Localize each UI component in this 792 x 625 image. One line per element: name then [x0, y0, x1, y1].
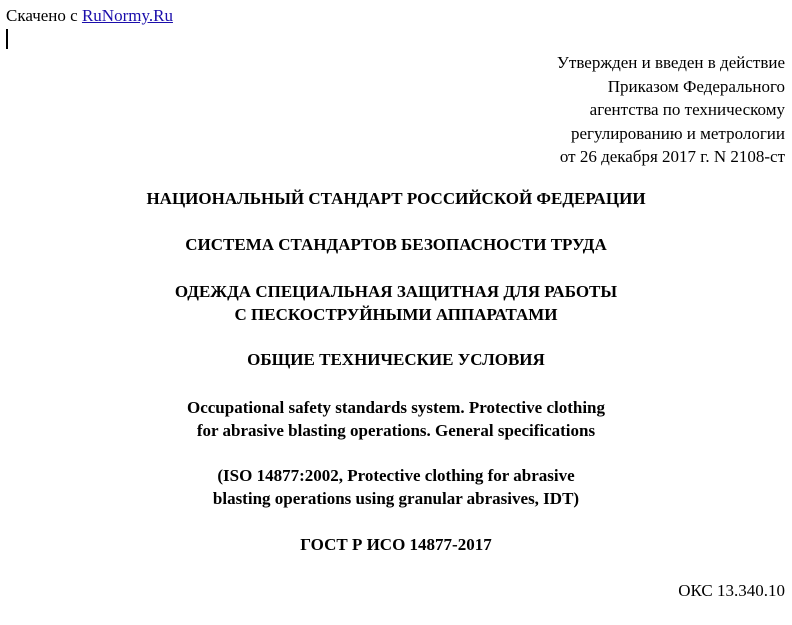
- national-standard-text: НАЦИОНАЛЬНЫЙ СТАНДАРТ РОССИЙСКОЙ ФЕДЕРАЦИИ: [146, 189, 646, 208]
- approval-line: регулированию и метрологии: [570, 123, 785, 143]
- oks-code: ОКС 13.340.10: [678, 581, 785, 600]
- download-prefix-text: Скачено с: [6, 6, 78, 25]
- designation-heading: [0, 533, 792, 556]
- approval-line: Утвержден и введен в действие: [556, 53, 785, 72]
- approval-line: Приказом Федерального: [607, 76, 785, 96]
- runormy-link[interactable]: RuNormy.Ru: [81, 6, 173, 25]
- iso-reference-heading: [0, 464, 792, 510]
- approval-block: [557, 51, 785, 169]
- approval-line: агентства по техническому: [589, 100, 785, 119]
- document-title-heading: [0, 280, 792, 326]
- approval-line: от 26 декабря 2017 г. N 2108-ст: [559, 147, 785, 166]
- subtitle-heading: [0, 348, 792, 371]
- document-title-line: ОДЕЖДА СПЕЦИАЛЬНАЯ ЗАЩИТНАЯ ДЛЯ РАБОТЫ: [174, 282, 618, 301]
- document-title-line: С ПЕСКОСТРУЙНЫМИ АППАРАТАМИ: [234, 305, 558, 324]
- text-caret: [6, 29, 8, 49]
- designation-text: ГОСТ Р ИСО 14877-2017: [300, 535, 492, 554]
- iso-reference-line: (ISO 14877:2002, Protective clothing for abrasive: [217, 466, 575, 485]
- national-standard-heading: [0, 187, 792, 210]
- iso-reference-line: blasting operations using granular abrasives, IDT): [212, 489, 580, 508]
- english-title-line: Occupational safety standards system. Protective clothing: [186, 398, 606, 417]
- system-title-text: СИСТЕМА СТАНДАРТОВ БЕЗОПАСНОСТИ ТРУДА: [185, 235, 607, 254]
- subtitle-text: ОБЩИЕ ТЕХНИЧЕСКИЕ УСЛОВИЯ: [247, 350, 545, 369]
- english-title-line: for abrasive blasting operations. General specifications: [196, 421, 596, 440]
- english-title-heading: [0, 396, 792, 442]
- download-source-line: [6, 6, 173, 26]
- system-title-heading: [0, 233, 792, 256]
